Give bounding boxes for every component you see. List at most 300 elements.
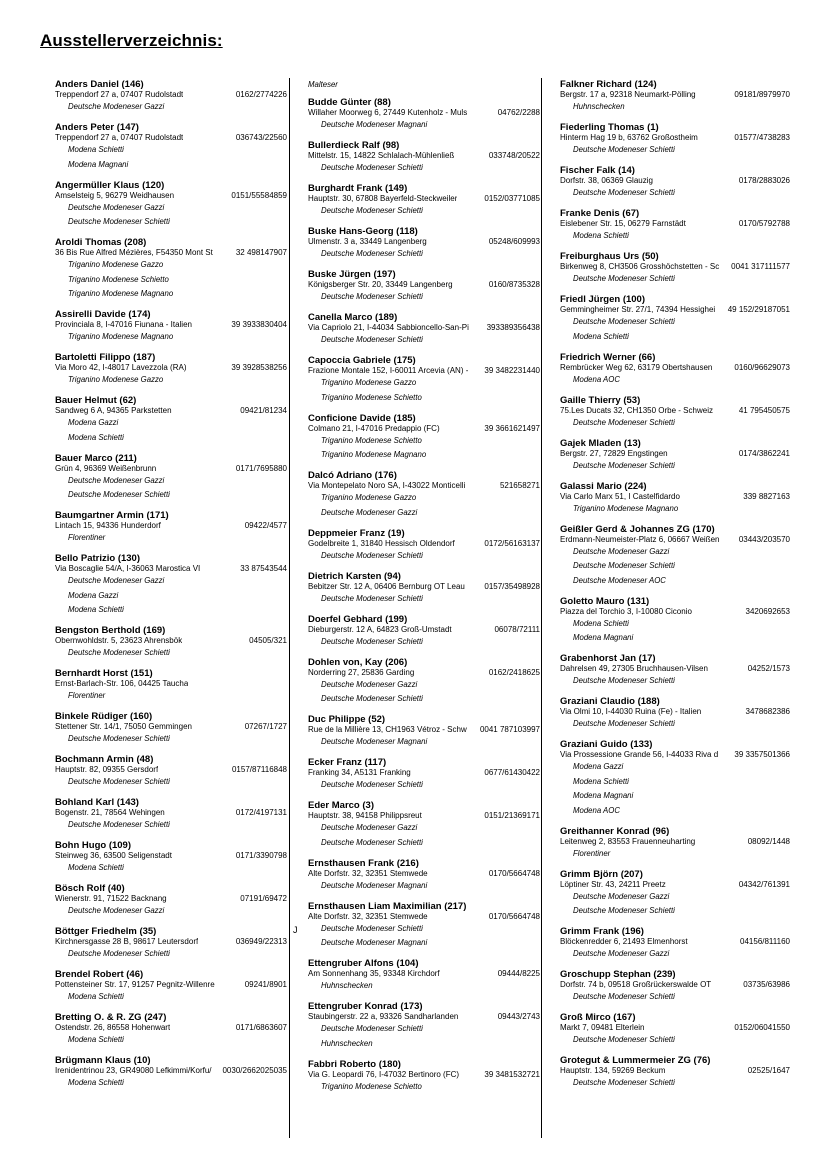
exhibitor-entry: [560, 969, 790, 1005]
exhibitor-phone: 04342/761391: [738, 879, 790, 889]
exhibitor-address: Hauptstr. 30, 67808 Bayerfeld-Steckweiler: [308, 194, 458, 203]
address-row: [55, 521, 287, 531]
exhibitor-address: Dorfstr. 74 b, 09518 Großrückerswalde OT: [560, 980, 712, 989]
exhibitor-name: Groß Mirco (167): [560, 1012, 636, 1023]
exhibitor-name: Baumgartner Armin (171): [55, 510, 169, 521]
breed-entry: Deutsche Modeneser Schietti: [573, 417, 675, 427]
exhibitor-entry: [560, 596, 790, 646]
breed-entry: Florentiner: [573, 848, 611, 858]
exhibitor-phone: 0160/8735328: [488, 280, 540, 289]
exhibitor-entry: [55, 840, 287, 876]
exhibitor-address: Gemmingheimer Str. 27/1, 74394 Hessighei: [560, 305, 716, 314]
exhibitor-phone: 3478682386: [745, 707, 790, 716]
breed-entry: Deutsche Modeneser Schietti: [573, 906, 675, 915]
address-row: [308, 280, 540, 290]
breed-entry: Deutsche Modeneser Schietti: [321, 593, 423, 603]
exhibitor-name: Bauer Helmut (62): [55, 395, 137, 406]
exhibitor-address: Lintach 15, 94336 Hunderdorf: [55, 521, 161, 530]
exhibitor-phone: 0170/5664748: [488, 868, 540, 878]
address-row: [55, 1066, 287, 1076]
exhibitor-phone: 39 3482231440: [484, 366, 540, 375]
exhibitor-name: Angermüller Klaus (120): [55, 179, 165, 191]
exhibitor-name: Aroldi Thomas (208): [55, 237, 147, 248]
exhibitor-address: Amselsteig 5, 96279 Weidhausen: [55, 190, 175, 200]
exhibitor-phone: 0151/21369171: [484, 811, 540, 820]
exhibitor-name: Fischer Falk (14): [560, 165, 635, 176]
exhibitor-phone: 0172/56163137: [484, 538, 540, 548]
exhibitor-entry: [308, 1059, 540, 1095]
exhibitor-address: Frazione Montale 152, I-60011 Arcevia (AN) -: [308, 366, 469, 375]
breed-entry: Deutsche Modeneser Gazzi: [68, 576, 165, 585]
exhibitor-entry: [308, 858, 540, 894]
breed-entry: Triganino Modenese Schietto: [68, 274, 169, 284]
exhibitor-entry: [55, 711, 287, 747]
exhibitor-phone: 09443/2743: [497, 1012, 540, 1021]
exhibitor-phone: 39 3481532721: [484, 1069, 540, 1079]
breed-entry: Deutsche Modeneser Schietti: [573, 561, 675, 570]
exhibitor-phone: 036949/22313: [235, 937, 287, 946]
breed-entry: Modena AOC: [573, 805, 620, 815]
breed-entry: Triganino Modenese Gazzo: [321, 493, 417, 502]
address-row: [55, 851, 287, 861]
address-row: [560, 133, 790, 143]
exhibitor-address: Blöckenredder 6, 21493 Elmenhorst: [560, 937, 688, 946]
exhibitor-entry: [560, 653, 790, 689]
breed-entry: Deutsche Modeneser Schietti: [321, 163, 423, 172]
exhibitor-phone: 49 152/29187051: [727, 305, 790, 314]
breed-entry: Deutsche Modeneser Schietti: [68, 777, 170, 786]
exhibitor-address: Via Montepelato Noro SA, I-43022 Monticelli: [308, 481, 466, 490]
breed-entry: Florentiner: [68, 533, 106, 542]
exhibitor-entry: [560, 294, 790, 344]
breed-entry: Deutsche Modeneser Schietti: [573, 1078, 675, 1087]
exhibitor-phone: 0157/35498928: [484, 581, 540, 591]
breed-entry: Modena Schietti: [573, 776, 629, 786]
exhibitor-name: Freiburghaus Urs (50): [560, 251, 659, 262]
breed-entry: Deutsche Modeneser Magnani: [321, 737, 428, 746]
address-row: [308, 194, 540, 204]
exhibitor-phone: 3420692653: [745, 606, 790, 616]
breed-entry: Triganino Modenese Magnano: [573, 503, 679, 513]
exhibitor-address: Rembrücker Weg 62, 63179 Obertshausen: [560, 362, 713, 372]
exhibitor-address: Via Moro 42, I-48017 Lavezzola (RA): [55, 363, 187, 372]
exhibitor-address: Provinciala 8, I-47016 Fiunana - Italien: [55, 320, 192, 329]
exhibitor-entry: [55, 553, 287, 618]
address-row: [55, 191, 287, 201]
exhibitor-entry: [308, 614, 540, 650]
exhibitor-phone: 09422/4577: [244, 521, 287, 530]
exhibitor-address: Via G. Leopardi 76, I-47032 Bertinoro (FC): [308, 1069, 460, 1079]
breed-entry: Deutsche Modeneser Schietti: [321, 837, 423, 847]
exhibitor-address: Bogenstr. 21, 78564 Wehingen: [55, 808, 165, 817]
exhibitor-entry: [560, 739, 790, 818]
address-row: [560, 707, 790, 717]
exhibitor-name: Böttger Friedhelm (35): [55, 926, 157, 937]
exhibitor-entry: [308, 571, 540, 607]
exhibitor-name: Gajek Mladen (13): [560, 437, 641, 449]
exhibitor-name: Bartoletti Filippo (187): [55, 352, 156, 363]
breed-entry: Deutsche Modeneser Schietti: [321, 694, 423, 703]
exhibitor-entry: [308, 140, 540, 176]
breed-entry: Deutsche Modeneser Schietti: [321, 335, 423, 344]
exhibitor-phone: 41 795450575: [738, 405, 790, 415]
exhibitor-name: Greithanner Konrad (96): [560, 825, 670, 837]
exhibitor-name: Grabenhorst Jan (17): [560, 653, 656, 664]
exhibitor-name: Grotegut & Lummermeier ZG (76): [560, 1055, 711, 1066]
address-row: [308, 108, 540, 118]
exhibitor-address: Hinterm Hag 19 b, 63762 Großostheim: [560, 133, 698, 142]
exhibitor-address: Colmano 21, I-47016 Predappio (FC): [308, 423, 440, 433]
address-row: [308, 539, 540, 549]
exhibitor-name: Bauer Marco (211): [55, 452, 137, 464]
breed-entry: Huhnschecken: [321, 981, 373, 990]
exhibitor-phone: 01577/4738283: [734, 133, 790, 142]
address-row: [55, 1023, 287, 1033]
exhibitor-column-2: [308, 79, 540, 1102]
address-row: [308, 366, 540, 376]
exhibitor-entry: [55, 180, 287, 230]
address-row: [308, 151, 540, 161]
address-row: [55, 636, 287, 646]
breed-entry: Modena Schietti: [573, 618, 629, 628]
exhibitor-entry: [55, 309, 287, 345]
breed-entry: Deutsche Modeneser Schietti: [573, 676, 675, 685]
exhibitor-entry: [308, 800, 540, 850]
exhibitor-phone: 0152/06041550: [734, 1023, 790, 1032]
exhibitor-address: Bebitzer Str. 12 A, 06406 Bernburg OT Leau: [308, 581, 465, 591]
breed-entry: Triganino Modenese Magnano: [68, 289, 174, 298]
exhibitor-address: Via Olmi 10, I-44030 Ruina (Fe) - Italien: [560, 707, 702, 716]
address-row: [308, 668, 540, 678]
exhibitor-name: Conficione Davide (185): [308, 412, 416, 424]
exhibitor-address: Norderring 27, 25836 Garding: [308, 667, 415, 677]
exhibitor-name: Graziani Claudio (188): [560, 696, 660, 707]
exhibitor-phone: 0157/87116848: [231, 765, 287, 774]
exhibitor-address: Bergstr. 27, 72829 Engstingen: [560, 448, 668, 458]
column-divider: [541, 78, 542, 1138]
address-row: [560, 1023, 790, 1033]
breed-entry: Modena Magnani: [573, 633, 634, 642]
exhibitor-phone: 08092/1448: [747, 836, 790, 846]
exhibitor-phone: 09181/8979970: [734, 90, 790, 99]
breed-entry: Deutsche Modeneser Gazzi: [573, 891, 670, 901]
exhibitor-name: Bello Patrizio (130): [55, 553, 140, 564]
exhibitor-name: Bullerdieck Ralf (98): [308, 140, 400, 151]
breed-entry: Deutsche Modeneser Schietti: [68, 734, 170, 743]
exhibitor-phone: 393389356438: [486, 323, 540, 332]
breed-entry: Deutsche Modeneser Schietti: [321, 292, 423, 301]
exhibitor-entry: [560, 1055, 790, 1091]
exhibitor-entry: [560, 438, 790, 474]
exhibitor-entry: [308, 355, 540, 405]
exhibitor-column-1: [55, 79, 287, 1098]
exhibitor-entry: [560, 926, 790, 962]
breed-entry: Modena Gazzi: [68, 590, 119, 600]
breed-entry: Modena Schietti: [573, 331, 629, 341]
address-row: [308, 725, 540, 735]
address-row: [55, 248, 287, 258]
breed-entry: Triganino Modenese Gazzo: [68, 375, 164, 384]
address-row: [560, 449, 790, 459]
breed-entry: Deutsche Modeneser Gazzi: [68, 102, 165, 111]
exhibitor-entry: [560, 208, 790, 244]
exhibitor-entry: [308, 97, 540, 133]
exhibitor-address: Treppendorf 27 a, 07407 Rudolstadt: [55, 90, 184, 99]
address-row: [560, 305, 790, 315]
exhibitor-name: Ecker Franz (117): [308, 757, 387, 768]
exhibitor-phone: 32 498147907: [235, 248, 287, 257]
exhibitor-name: Gaille Thierry (53): [560, 394, 641, 406]
exhibitor-name: Dohlen von, Kay (206): [308, 656, 408, 668]
exhibitor-name: Grimm Björn (207): [560, 868, 643, 880]
exhibitor-address: Via Boscaglie 54/A, I-36063 Marostica VI: [55, 564, 201, 573]
breed-entry: Deutsche Modeneser Magnani: [321, 938, 428, 947]
breed-entry: Huhnschecken: [321, 1038, 373, 1048]
exhibitor-address: Dieburgerstr. 12 A, 64823 Groß-Umstadt: [308, 624, 452, 634]
address-row: [308, 969, 540, 979]
exhibitor-name: Franke Denis (67): [560, 208, 640, 219]
exhibitor-address: Hauptstr. 38, 94158 Philippsreut: [308, 811, 422, 820]
breed-entry: Modena Gazzi: [68, 418, 119, 427]
exhibitor-phone: 05248/609993: [488, 237, 540, 246]
exhibitor-entry: [55, 883, 287, 919]
exhibitor-name: Burghardt Frank (149): [308, 183, 408, 194]
breed-entry: Triganino Modenese Schietto: [321, 435, 422, 445]
exhibitor-name: Bernhardt Horst (151): [55, 668, 153, 679]
column-divider: [289, 78, 290, 1138]
breed-entry: Modena Magnani: [68, 159, 129, 169]
exhibitor-entry: [560, 122, 790, 158]
breed-entry: Deutsche Modeneser Gazzi: [321, 507, 418, 517]
exhibitor-name: Dalcó Adriano (176): [308, 470, 397, 481]
breed-entry: Deutsche Modeneser Gazzi: [321, 679, 418, 689]
exhibitor-name: Ernsthausen Liam Maximilian (217): [308, 900, 467, 912]
exhibitor-entry: [55, 395, 287, 445]
breed-entry: Deutsche Modeneser Schietti: [573, 317, 675, 326]
breed-entry: Triganino Modenese Magnano: [321, 450, 427, 459]
address-row: [308, 811, 540, 821]
breed-entry: Deutsche Modeneser Schietti: [573, 274, 675, 283]
exhibitor-phone: 03443/203570: [738, 534, 790, 544]
address-row: [560, 750, 790, 760]
address-row: [55, 808, 287, 818]
exhibitor-name: Deppmeier Franz (19): [308, 527, 405, 539]
exhibitor-address: Ernst-Barlach-Str. 106, 04425 Taucha: [55, 679, 189, 688]
address-row: [560, 492, 790, 502]
breed-entry: Deutsche Modeneser Schietti: [321, 780, 423, 789]
exhibitor-entry: [308, 470, 540, 520]
exhibitor-phone: 07267/1727: [244, 722, 287, 731]
exhibitor-entry: [560, 165, 790, 201]
exhibitor-entry: [308, 958, 540, 994]
exhibitor-entry: [55, 79, 287, 115]
address-row: [560, 406, 790, 416]
page-title: Ausstellerverzeichnis:: [40, 31, 223, 50]
exhibitor-entry: [560, 696, 790, 732]
breed-entry: Triganino Modenese Schietto: [321, 392, 422, 402]
exhibitor-address: Via Capriolo 21, I-44034 Sabbioncello-San-Pi: [308, 323, 469, 332]
breed-entry: Deutsche Modeneser Schietti: [68, 490, 170, 499]
exhibitor-entry: [308, 757, 540, 793]
breed-entry: Deutsche Modeneser AOC: [573, 575, 666, 585]
exhibitor-phone: 0677/61430422: [484, 768, 540, 777]
exhibitor-name: Capoccia Gabriele (175): [308, 355, 416, 366]
exhibitor-address: Löptiner Str. 43, 24211 Preetz: [560, 879, 666, 889]
exhibitor-entry: [55, 668, 287, 704]
exhibitor-address: Hauptstr. 82, 09355 Gersdorf: [55, 765, 159, 774]
exhibitor-phone: 0174/3862241: [738, 448, 790, 458]
exhibitor-phone: 0162/2418625: [488, 667, 540, 677]
address-row: [308, 424, 540, 434]
exhibitor-name: Dietrich Karsten (94): [308, 570, 401, 582]
breed-entry: Deutsche Modeneser Schietti: [68, 217, 170, 226]
exhibitor-phone: 0171/6863607: [235, 1023, 287, 1032]
breed-entry: Deutsche Modeneser Gazzi: [68, 202, 165, 212]
exhibitor-phone: 39 3928538256: [231, 363, 287, 372]
breed-entry: Deutsche Modeneser Gazzi: [321, 823, 418, 832]
exhibitor-entry: [308, 413, 540, 463]
exhibitor-entry: [560, 826, 790, 862]
address-row: [55, 320, 287, 330]
exhibitor-phone: 07191/69472: [240, 894, 287, 903]
exhibitor-name: Brendel Robert (46): [55, 969, 144, 980]
exhibitor-entry: [308, 226, 540, 262]
exhibitor-entry: [55, 1055, 287, 1091]
exhibitor-name: Buske Jürgen (197): [308, 269, 396, 280]
exhibitor-name: Canella Marco (189): [308, 312, 398, 323]
exhibitor-address: Piazza del Torchio 3, I-10080 Ciconio: [560, 606, 692, 616]
exhibitor-phone: 0170/5664748: [488, 911, 540, 921]
exhibitor-phone: 03735/63986: [743, 980, 790, 989]
exhibitor-name: Galassi Mario (224): [560, 480, 647, 492]
breed-entry: Deutsche Modeneser Schietti: [68, 648, 170, 657]
exhibitor-entry: [308, 1001, 540, 1051]
breed-entry: Deutsche Modeneser Schietti: [321, 636, 423, 646]
exhibitor-address: Wienerstr. 91, 71522 Backnang: [55, 894, 167, 903]
breed-entry: Modena Schietti: [68, 1078, 124, 1087]
address-row: [308, 481, 540, 491]
breed-entry: Deutsche Modeneser Schietti: [321, 550, 423, 560]
exhibitor-phone: 521658271: [499, 481, 540, 490]
breed-entry: Huhnschecken: [573, 102, 625, 111]
exhibitor-phone: 04505/321: [249, 636, 287, 645]
exhibitor-address: Ulmenstr. 3 a, 33449 Langenberg: [308, 237, 427, 246]
breed-entry: Modena Schietti: [68, 432, 124, 442]
exhibitor-phone: 04156/811160: [740, 937, 790, 946]
address-row: [55, 894, 287, 904]
exhibitor-name: Bösch Rolf (40): [55, 883, 125, 894]
exhibitor-address: Godelbreite 1, 31840 Hessisch Oldendorf: [308, 538, 455, 548]
exhibitor-address: Via Prossessione Grande 56, I-44033 Riva d: [560, 750, 719, 759]
exhibitor-address: Alte Dorfstr. 32, 32351 Stemwede: [308, 911, 428, 921]
continued-breed: Malteser: [308, 80, 338, 89]
breed-entry: Deutsche Modeneser Schietti: [68, 949, 170, 958]
exhibitor-phone: 0170/5792788: [738, 219, 790, 228]
address-row: [560, 937, 790, 947]
exhibitor-phone: 0151/55584859: [231, 190, 287, 200]
exhibitor-name: Bohland Karl (143): [55, 797, 139, 808]
exhibitor-entry: [560, 395, 790, 431]
breed-entry: Deutsche Modeneser Schietti: [68, 820, 170, 829]
address-row: [560, 664, 790, 674]
exhibitor-phone: 04252/1573: [747, 664, 790, 673]
exhibitor-address: Steinweg 36, 63500 Seligenstadt: [55, 851, 172, 860]
exhibitor-entry: [560, 869, 790, 919]
address-row: [55, 133, 287, 143]
exhibitor-name: Bohn Hugo (109): [55, 840, 131, 851]
exhibitor-address: Grün 4, 96369 Weißenbrunn: [55, 463, 157, 473]
address-row: [55, 464, 287, 474]
address-row: [55, 722, 287, 732]
exhibitor-name: Friedl Jürgen (100): [560, 294, 645, 305]
exhibitor-column-3: [560, 79, 790, 1098]
exhibitor-entry: [308, 901, 540, 951]
breed-entry: Triganino Modenese Schietto: [321, 1081, 422, 1091]
breed-entry: Deutsche Modeneser Magnani: [321, 120, 428, 129]
address-row: [560, 535, 790, 545]
exhibitor-address: Markt 7, 09481 Elterlein: [560, 1023, 645, 1032]
address-row: [308, 1012, 540, 1022]
address-row: [560, 607, 790, 617]
exhibitor-address: Erdmann-Neumeister-Platz 6, 06667 Weißen: [560, 534, 720, 544]
address-row: [55, 679, 287, 689]
exhibitor-phone: 09421/81234: [240, 406, 287, 415]
exhibitor-entry: [55, 510, 287, 546]
address-row: [55, 937, 287, 947]
exhibitor-address: Eislebener Str. 15, 06279 Farnstädt: [560, 219, 686, 228]
exhibitor-name: Buske Hans-Georg (118): [308, 226, 418, 237]
exhibitor-name: Ettengruber Konrad (173): [308, 1001, 423, 1012]
exhibitor-address: Hauptstr. 134, 59269 Beckum: [560, 1066, 666, 1075]
address-row: [55, 363, 287, 373]
breed-entry: Deutsche Modeneser Gazzi: [573, 949, 670, 958]
address-row: [308, 582, 540, 592]
exhibitor-name: Anders Peter (147): [55, 122, 139, 133]
exhibitor-phone: 39 3661621497: [484, 423, 540, 433]
breed-entry: Deutsche Modeneser Schietti: [321, 1024, 423, 1033]
exhibitor-address: Mittelstr. 15, 14822 Schlalach-Mühlenließ: [308, 151, 455, 160]
exhibitor-address: Staubingerstr. 22 a, 93326 Sandharlanden: [308, 1012, 459, 1021]
breed-entry: Modena Schietti: [68, 1035, 124, 1044]
exhibitor-entry: [560, 1012, 790, 1048]
exhibitor-address: Bergstr. 17 a, 92318 Neumarkt-Pölling: [560, 90, 696, 99]
exhibitor-phone: 39 3357501366: [734, 750, 790, 759]
exhibitor-address: Pottensteiner Str. 17, 91257 Pegnitz-Willenre: [55, 980, 215, 989]
address-row: [560, 980, 790, 990]
exhibitor-address: Leitenweg 2, 83553 Frauenneuharting: [560, 836, 696, 846]
exhibitor-address: Sandweg 6 A, 94365 Parkstetten: [55, 406, 172, 415]
exhibitor-address: Dorfstr. 38, 06369 Glauzig: [560, 176, 653, 185]
exhibitor-entry: [308, 657, 540, 707]
exhibitor-name: Doerfel Gebhard (199): [308, 613, 408, 625]
exhibitor-phone: 0162/2774226: [235, 90, 287, 99]
breed-entry: Deutsche Modeneser Gazzi: [573, 546, 670, 556]
exhibitor-name: Fabbri Roberto (180): [308, 1058, 401, 1070]
breed-entry: Deutsche Modeneser Schietti: [321, 249, 423, 258]
breed-entry: Modena Schietti: [573, 231, 629, 240]
exhibitor-address: Birkenweg 8, CH3506 Grosshöchstetten - Sc: [560, 262, 720, 271]
breed-entry: Deutsche Modeneser Schietti: [573, 145, 675, 154]
exhibitor-name: Binkele Rüdiger (160): [55, 711, 153, 722]
exhibitor-entry: [55, 797, 287, 833]
exhibitor-entry: [55, 926, 287, 962]
exhibitor-entry: [560, 481, 790, 517]
exhibitor-phone: 0041 787103997: [479, 725, 540, 734]
exhibitor-entry: [55, 453, 287, 503]
exhibitor-name: Grimm Frank (196): [560, 926, 644, 937]
breed-entry: Deutsche Modeneser Schietti: [573, 992, 675, 1001]
exhibitor-address: Treppendorf 27 a, 07407 Rudolstadt: [55, 133, 184, 142]
